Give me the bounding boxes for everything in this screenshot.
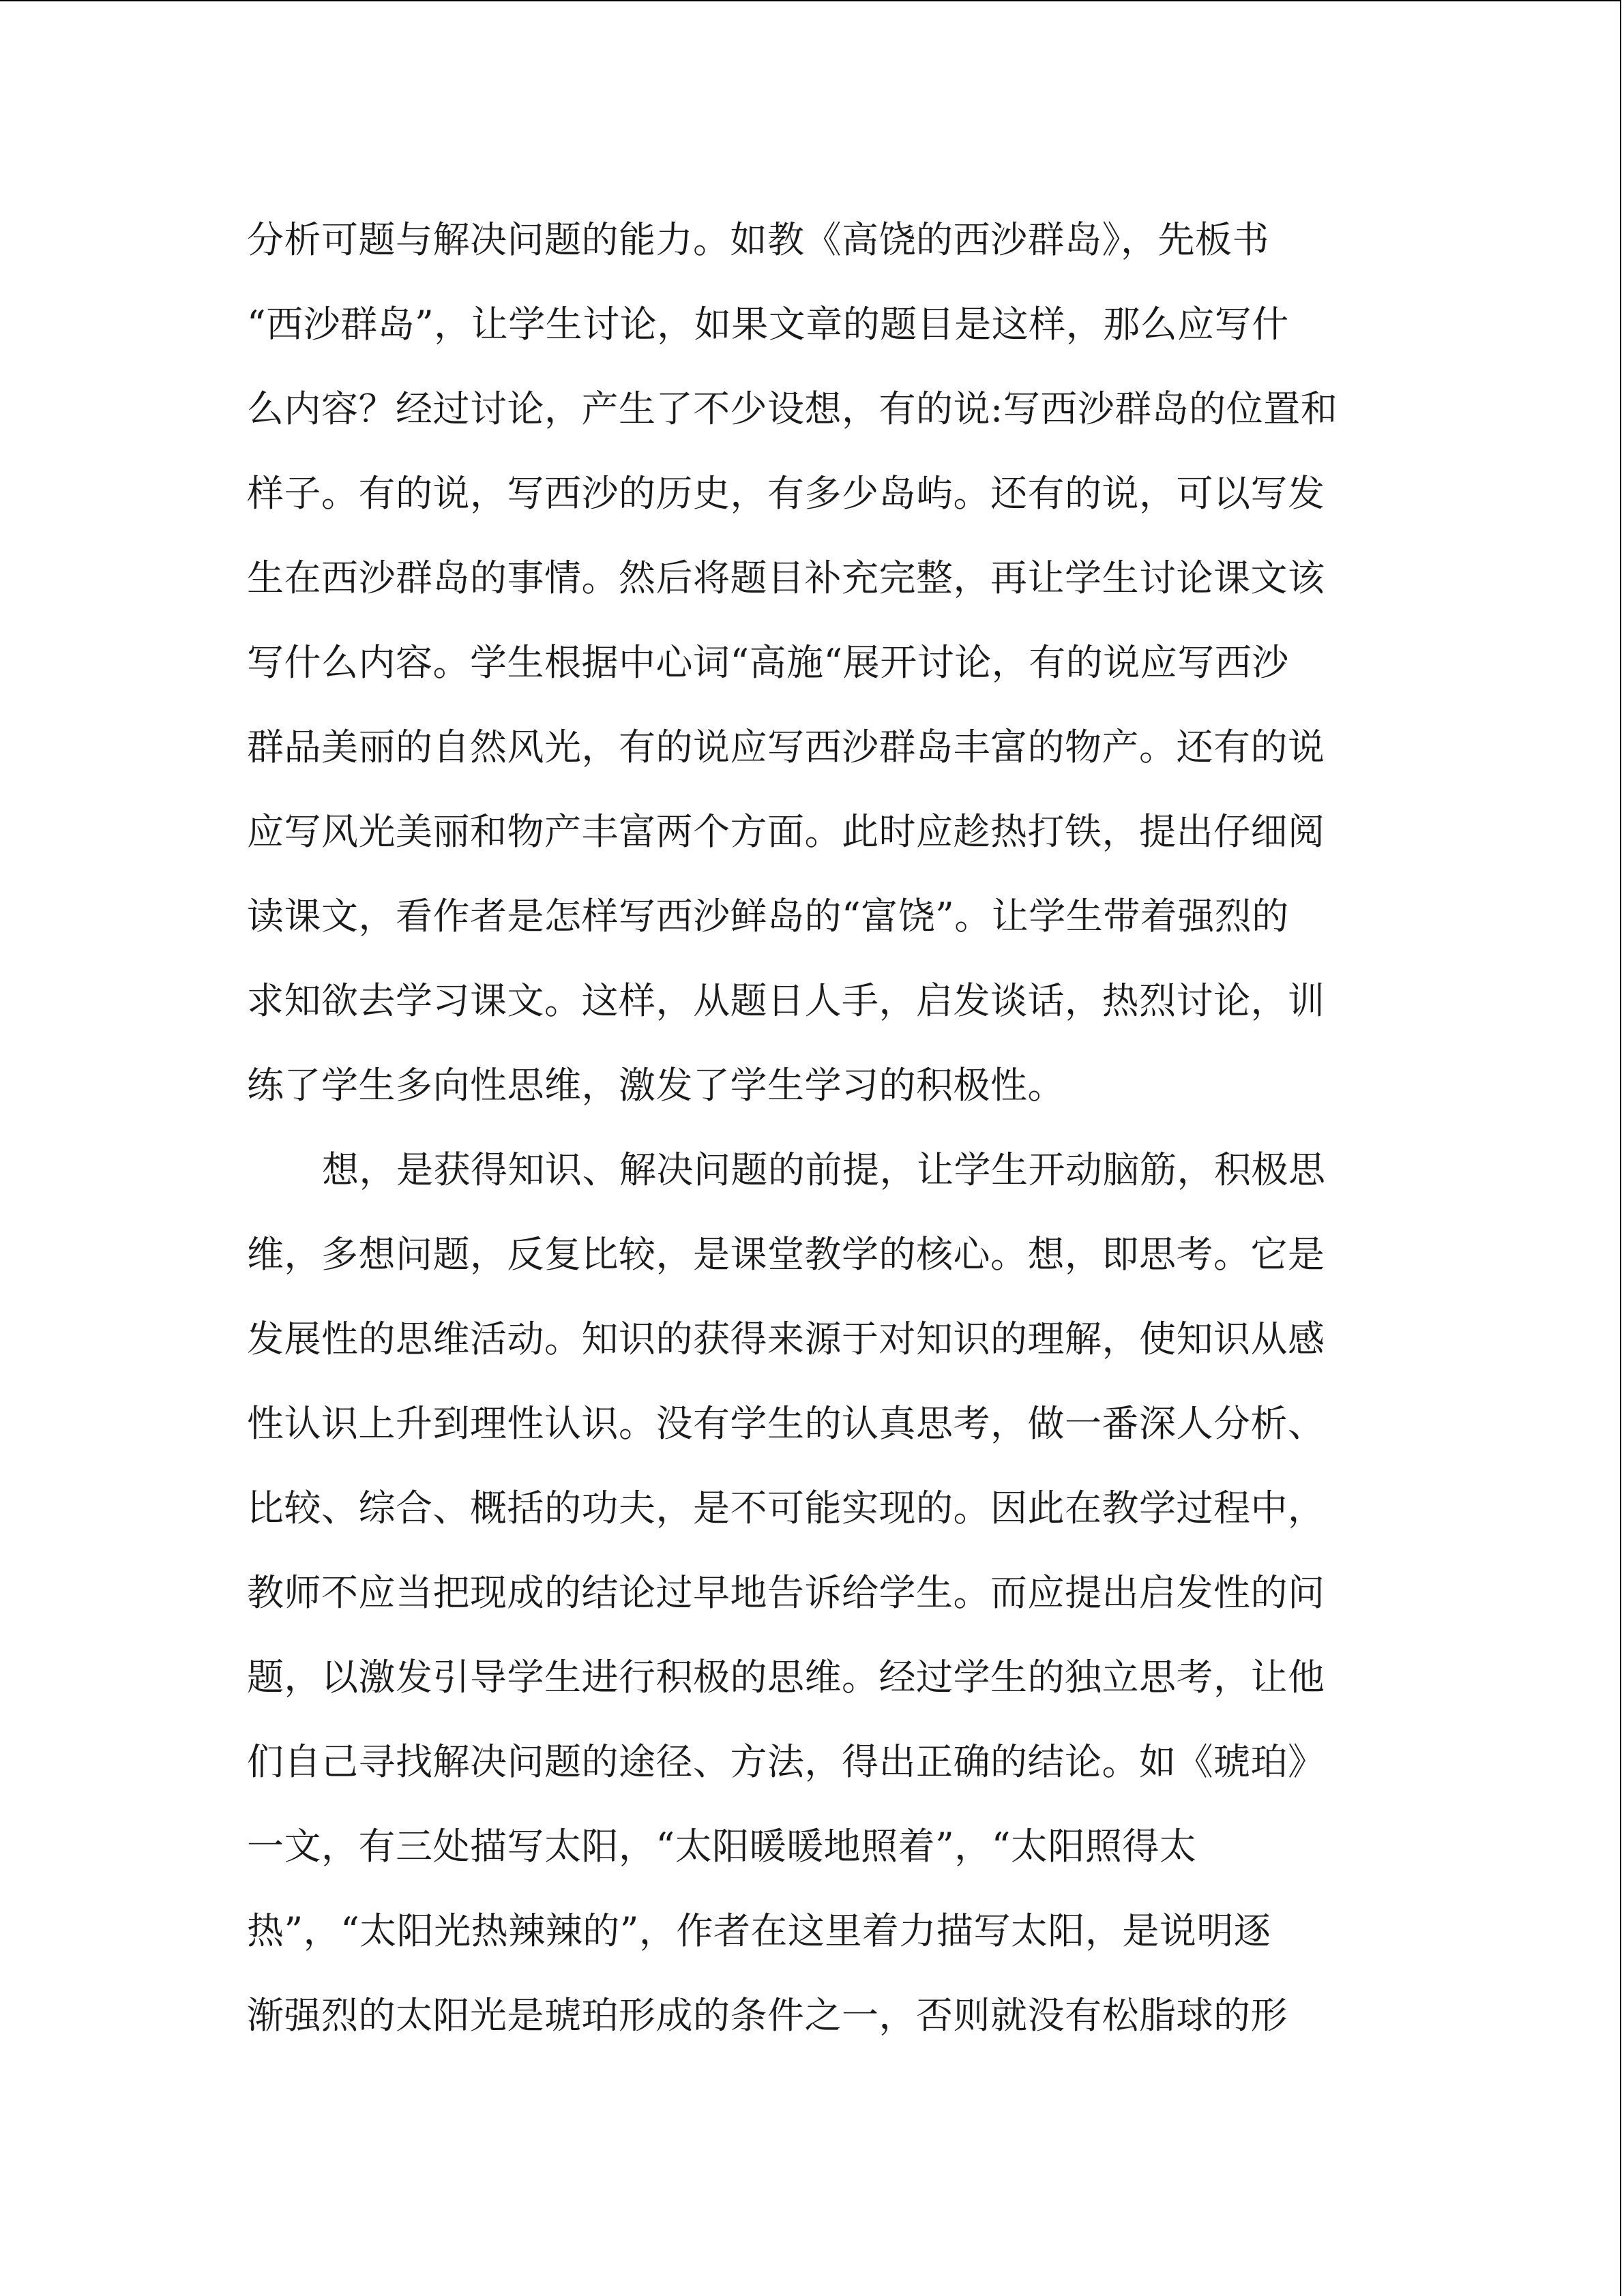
- text-line: 应写风光美丽和物产丰富两个方面。此时应趁热打铁，提出仔细阅: [247, 810, 1325, 853]
- text-line: 一文，有三处描写太阳，“太阳暖暖地照着”，“太阳照得太: [247, 1825, 1197, 1868]
- text-line: 维，多想问题，反复比较，是课堂教学的核心。想，即思考。它是: [247, 1233, 1325, 1276]
- text-line: 发展性的思维活动。知识的获得来源于对知识的理解，使知识从感: [247, 1317, 1325, 1360]
- text-line: 练了学生多向性思维，激发了学生学习的积极性。: [247, 1064, 1065, 1107]
- text-line: 题，以激发引导学生进行积极的思维。经过学生的独立思考，让他: [247, 1656, 1325, 1699]
- text-line: 么内容？经过讨论，产生了不少设想，有的说:写西沙群岛的位置和: [247, 387, 1338, 430]
- text-line: 渐强烈的太阳光是琥珀形成的条件之一，否则就没有松脂球的形: [247, 1994, 1288, 2037]
- paragraph-start-line: 想，是获得知识、解决问题的前提，让学生开动脑筋，积极思: [322, 1148, 1326, 1191]
- text-line: 比较、综合、概括的功夫，是不可能实现的。因此在教学过程中，: [247, 1487, 1325, 1530]
- text-line: 们自己寻找解决问题的途径、方法，得出正确的结论。如《琥珀》: [247, 1740, 1325, 1783]
- text-line: 写什么内容。学生根据中心词“高施“展开讨论，有的说应写西沙: [247, 641, 1289, 684]
- document-body: [247, 198, 1379, 2058]
- text-line: 群品美丽的自然风光，有的说应写西沙群岛丰富的物产。还有的说: [247, 726, 1325, 769]
- text-line: 分析可题与解决问题的能力。如教《高饶的西沙群岛》，先板书: [247, 218, 1269, 261]
- text-line: 生在西沙群岛的事情。然后将题目补充完整，再让学生讨论课文该: [247, 556, 1325, 599]
- text-line: 样子。有的说，写西沙的历史，有多少岛屿。还有的说，可以写发: [247, 472, 1325, 515]
- text-line: 性认识上升到理性认识。没有学生的认真思考，做一番深人分析、: [247, 1402, 1325, 1445]
- text-line: “西沙群岛”，让学生讨论，如果文章的题目是这样，那么应写什: [247, 303, 1289, 346]
- text-line: 读课文，看作者是怎样写西沙鲜岛的“富饶”。让学生带着强烈的: [247, 895, 1289, 938]
- text-line: 热”，“太阳光热辣辣的”，作者在这里着力描写太阳，是说明逐: [247, 1909, 1271, 1952]
- text-line: 教师不应当把现成的结论过早地告诉给学生。而应提出启发性的问: [247, 1571, 1325, 1614]
- text-line: 求知欲去学习课文。这样，从题日人手，启发谈话，热烈讨论，训: [247, 979, 1325, 1022]
